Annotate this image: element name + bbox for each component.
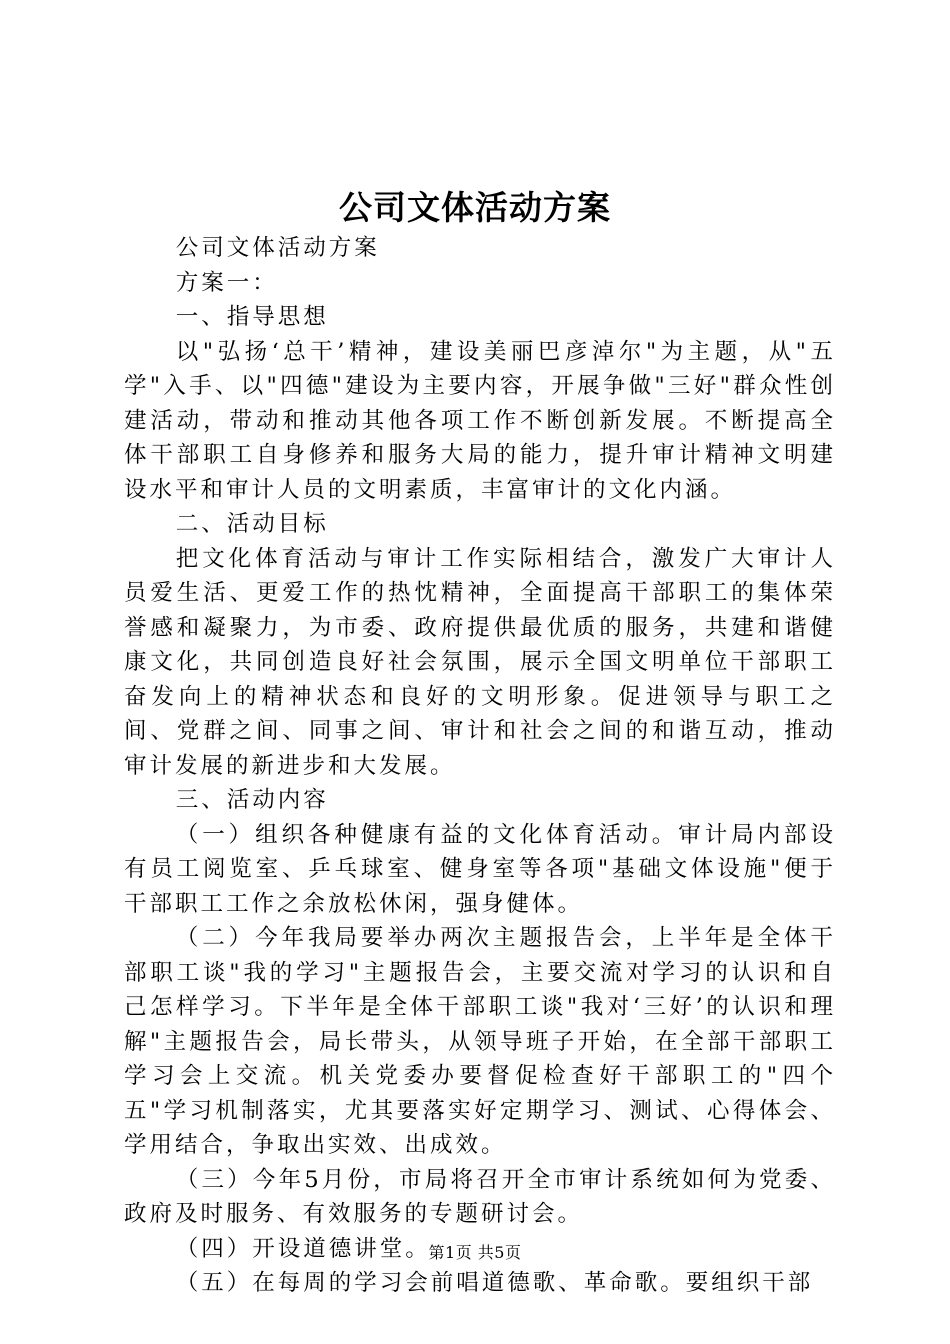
paragraph-guiding-thought: 以"弘扬‘总干’精神，建设美丽巴彦淖尔"为主题，从"五学"入手、以"四德"建设为主要内容，开展争做"三好"群众性创建活动，带动和推动其他各项工作不断创新发展。不断提高全体干部职工自身修养和服务大局的能力，提升审计精神文明建设水平和审计人员的文明素质，丰富审计的文化内涵。	[124, 338, 836, 503]
paragraph-plan-one: 方案一：	[175, 269, 278, 296]
section-heading-activity-content: 三、活动内容	[175, 787, 329, 813]
paragraph-heading-repeat: 公司文体活动方案	[175, 235, 380, 261]
paragraph-content-item-5: （五）在每周的学习会前唱道德歌、革命歌。要组织干部	[175, 1270, 814, 1296]
paragraph-content-item-1: （一）组织各种健康有益的文化体育活动。审计局内部设有员工阅览室、乒乓球室、健身室等各项"基础文体设施"便于干部职工工作之余放松休闲，强身健体。	[124, 821, 836, 917]
paragraph-content-item-2: （二）今年我局要举办两次主题报告会，上半年是全体干部职工谈"我的学习"主题报告会，主要交流对学习的认识和自己怎样学习。下半年是全体干部职工谈"我对‘三好’的认识和理解"主题报告会，局长带头，从领导班子开始，在全部干部职工学习会上交流。机关党委办要督促检查好干部职工的"四个五"学习机制落实，尤其要落实好定期学习、测试、心得体会、学用结合，争取出实效、出成效。	[124, 925, 836, 1158]
paragraph-content-item-3: （三）今年5月份，市局将召开全市审计系统如何为党委、政府及时服务、有效服务的专题研讨会。	[124, 1166, 836, 1227]
paragraph-activity-goal: 把文化体育活动与审计工作实际相结合，激发广大审计人员爱生活、更爱工作的热忱精神，全面提高干部职工的集体荣誉感和凝聚力，为市委、政府提供最优质的服务，共建和谐健康文化，共同创造良好社会氛围，展示全国文明单位干部职工奋发向上的精神状态和良好的文明形象。促进领导与职工之间、党群之间、同事之间、审计和社会之间的和谐互动，推动审计发展的新进步和大发展。	[124, 545, 836, 779]
section-heading-activity-goal: 二、活动目标	[175, 511, 329, 537]
page-footer: 第1页 共5页	[428, 1243, 522, 1262]
paragraph-content-item-4: （四）开设道德讲堂。	[175, 1235, 431, 1262]
document-body	[124, 231, 836, 1301]
document-title: 公司文体活动方案	[339, 188, 611, 227]
section-heading-guiding-thought: 一、指导思想	[175, 304, 329, 330]
